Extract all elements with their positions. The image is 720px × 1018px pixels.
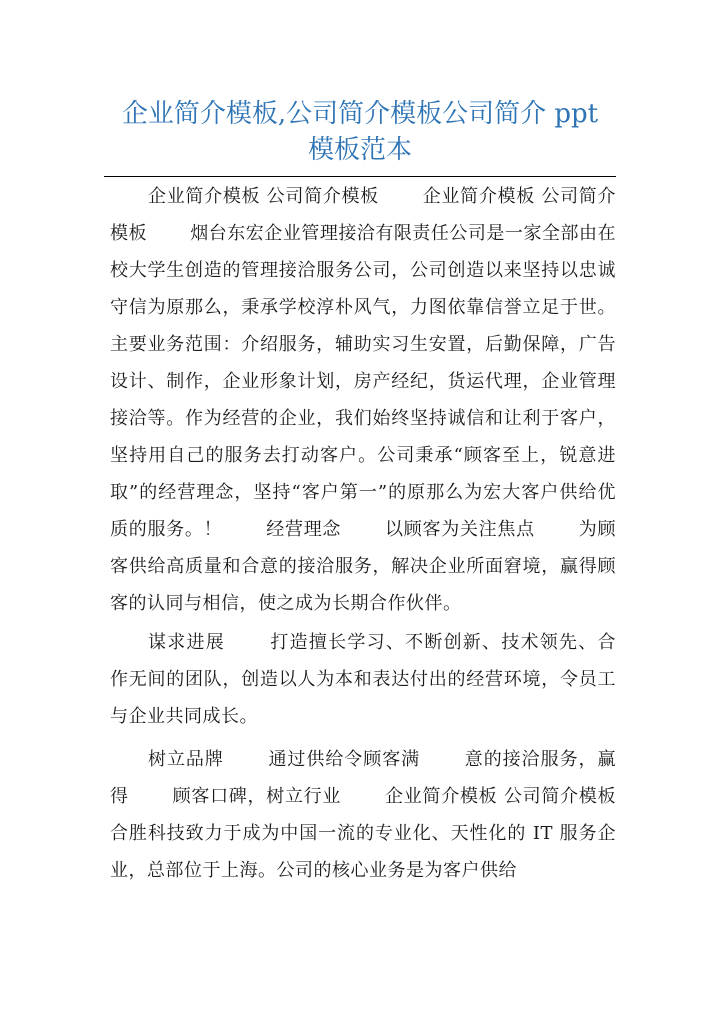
paragraph-development: 谋求进展 打造擅长学习、不断创新、技术领先、合作无间的团队，创造以人为本和表达付出的经营环境，令员工与企业共同成长。: [110, 632, 616, 727]
paragraph-brand: 树立品牌 通过供给令顾客满 意的接洽服务，赢得 顾客口碑，树立行业 企业简介模板 公司简介模板 合胜科技致力于成为中国一流的专业化、天性化的 IT 服务企业，总部位于上海。公司的核心业务是为客户供给: [110, 749, 660, 881]
document-title: [100, 96, 620, 168]
paragraph-intro: 企业简介模板 公司简介模板 企业简介模板 公司简介模板 烟台东宏企业管理接洽有限责任公司是一家全部由在校大学生创造的管理接洽服务公司，公司创造以来坚持以忠诚守信为原那么，秉承学校淳朴风气，力图依靠信誉立足于世。主要业务范围：介绍服务，辅助实习生安置，后勤保障，广告设计、制作，企业形象计划，房产经纪，货运代理，企业管理接洽等。作为经营的企业，我们始终坚持诚信和让利于客户，坚持用自己的服务去打动客户。公司秉承“顾客至上，锐意进取”的经营理念，坚持“客户第一”的原那么为宏大客户供给优质的服务。！ 经营理念 以顾客为关注焦点 为顾客供给高质量和合意的接洽服务，解决企业所面窘境，赢得顾客的认同与相信，使之成为长期合作伙伴。: [110, 186, 616, 614]
title-divider: [104, 176, 616, 177]
title-line-1: 企业简介模板,公司简介模板公司简介 ppt: [121, 99, 599, 129]
document-body: [110, 178, 660, 889]
title-line-2: 模板范本: [307, 135, 412, 165]
